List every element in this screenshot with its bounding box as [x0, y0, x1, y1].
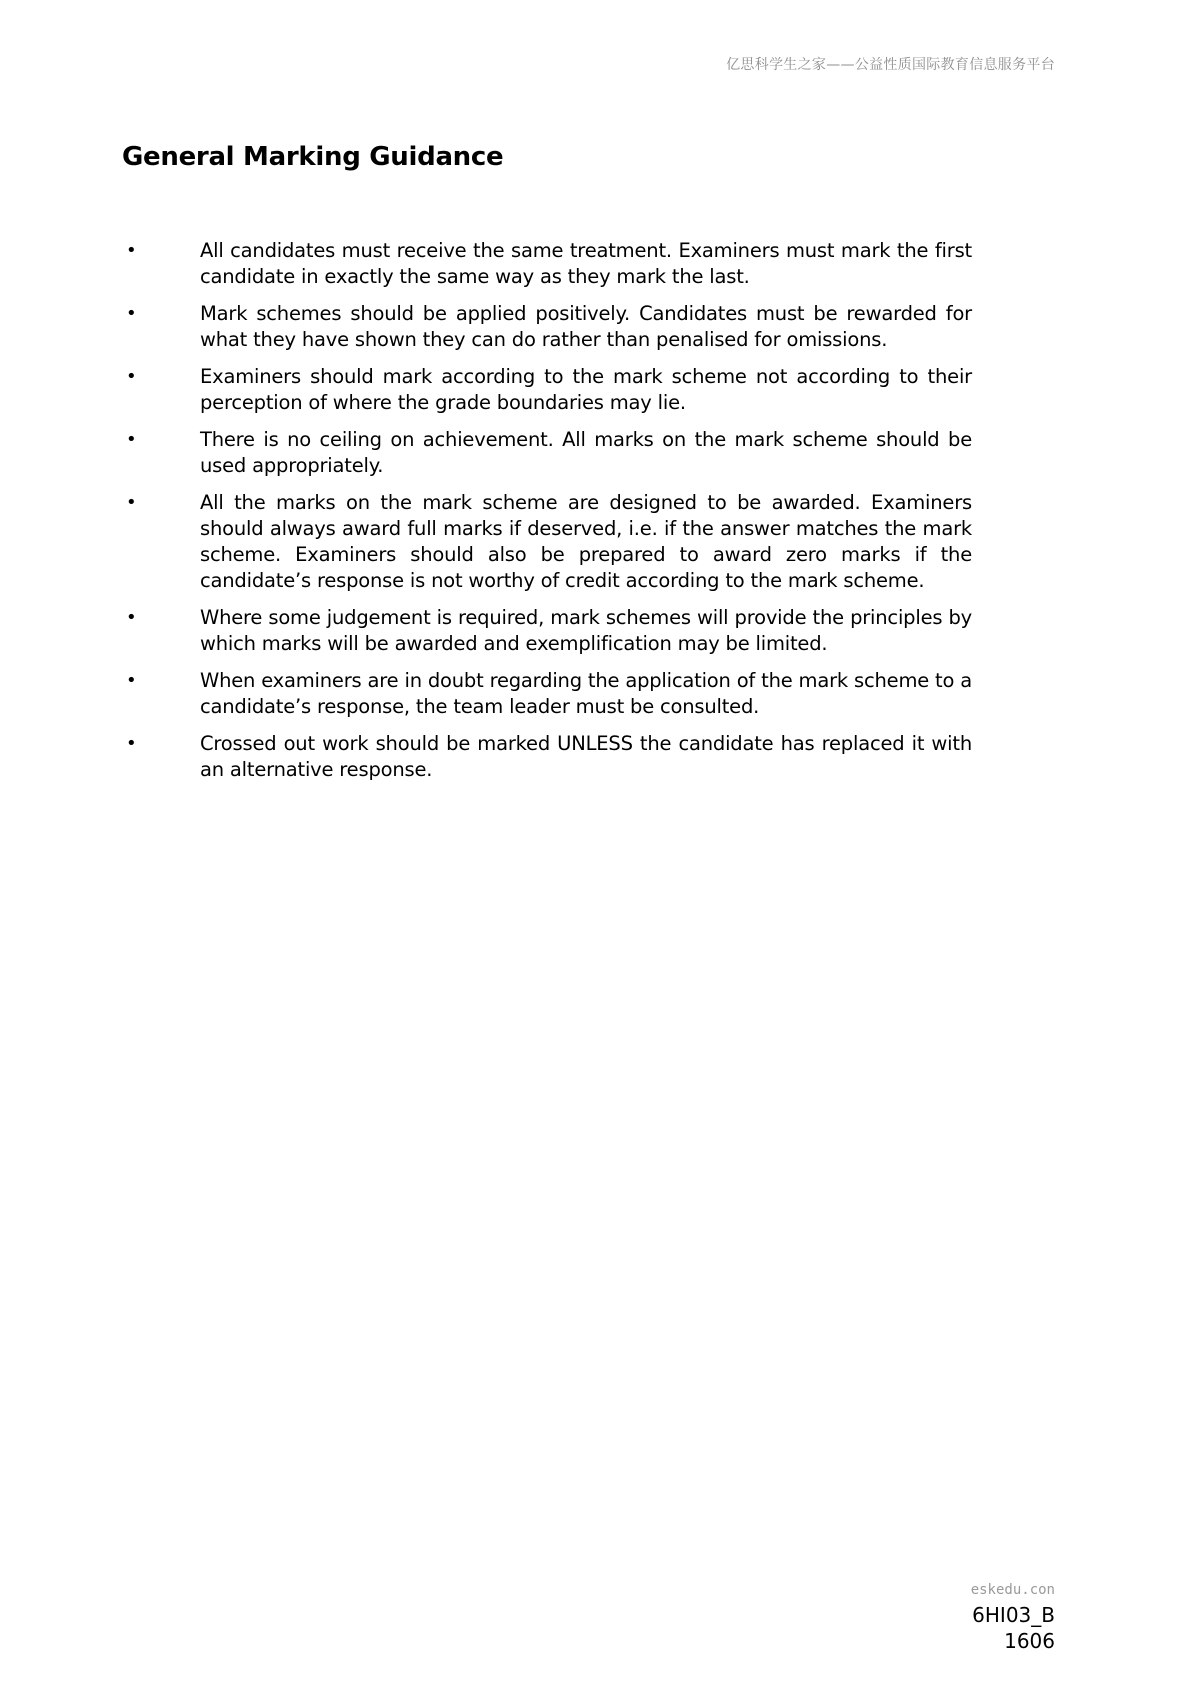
guidance-item — [122, 668, 972, 720]
guidance-item — [122, 605, 972, 657]
page-title: General Marking Guidance — [122, 142, 504, 172]
guidance-item — [122, 427, 972, 479]
bullet-icon: • — [126, 240, 137, 261]
bullet-icon: • — [126, 492, 137, 513]
guidance-item-text: Crossed out work should be marked UNLESS the candidate has replaced it with an alternative response. — [200, 732, 972, 781]
footer-watermark: eskedu.con — [970, 1582, 1055, 1598]
page-number: 1606 — [1004, 1629, 1055, 1653]
bullet-icon: • — [126, 366, 137, 387]
guidance-list — [122, 238, 972, 794]
bullet-icon: • — [126, 670, 137, 691]
guidance-item-text: Where some judgement is required, mark schemes will provide the principles by which marks will be awarded and exemplification may be limited. — [200, 606, 972, 655]
guidance-item-text: Examiners should mark according to the mark scheme not according to their perception of where the grade boundaries may lie. — [200, 365, 972, 414]
guidance-item-text: When examiners are in doubt regarding the application of the mark scheme to a candidate’s response, the team leader must be consulted. — [200, 669, 972, 718]
guidance-item-text: All the marks on the mark scheme are designed to be awarded. Examiners should always award full marks if deserved, i.e. if the answer matches the mark scheme. Examiners should also be prepared to award zero marks if the candidate’s response is not worthy of credit according to the mark scheme. — [200, 491, 972, 592]
guidance-item — [122, 301, 972, 353]
paper-code: 6HI03_B — [972, 1603, 1055, 1627]
guidance-item — [122, 731, 972, 783]
bullet-icon: • — [126, 733, 137, 754]
guidance-item — [122, 364, 972, 416]
guidance-item — [122, 238, 972, 290]
guidance-item — [122, 490, 972, 594]
bullet-icon: • — [126, 429, 137, 450]
guidance-item-text: Mark schemes should be applied positively. Candidates must be rewarded for what they have shown they can do rather than penalised for omissions. — [200, 302, 972, 351]
header-note: 亿思科学生之家——公益性质国际教育信息服务平台 — [726, 57, 1055, 73]
guidance-item-text: All candidates must receive the same treatment. Examiners must mark the first candidate in exactly the same way as they mark the last. — [200, 239, 972, 288]
bullet-icon: • — [126, 607, 137, 628]
guidance-item-text: There is no ceiling on achievement. All marks on the mark scheme should be used appropriately. — [200, 428, 972, 477]
bullet-icon: • — [126, 303, 137, 324]
